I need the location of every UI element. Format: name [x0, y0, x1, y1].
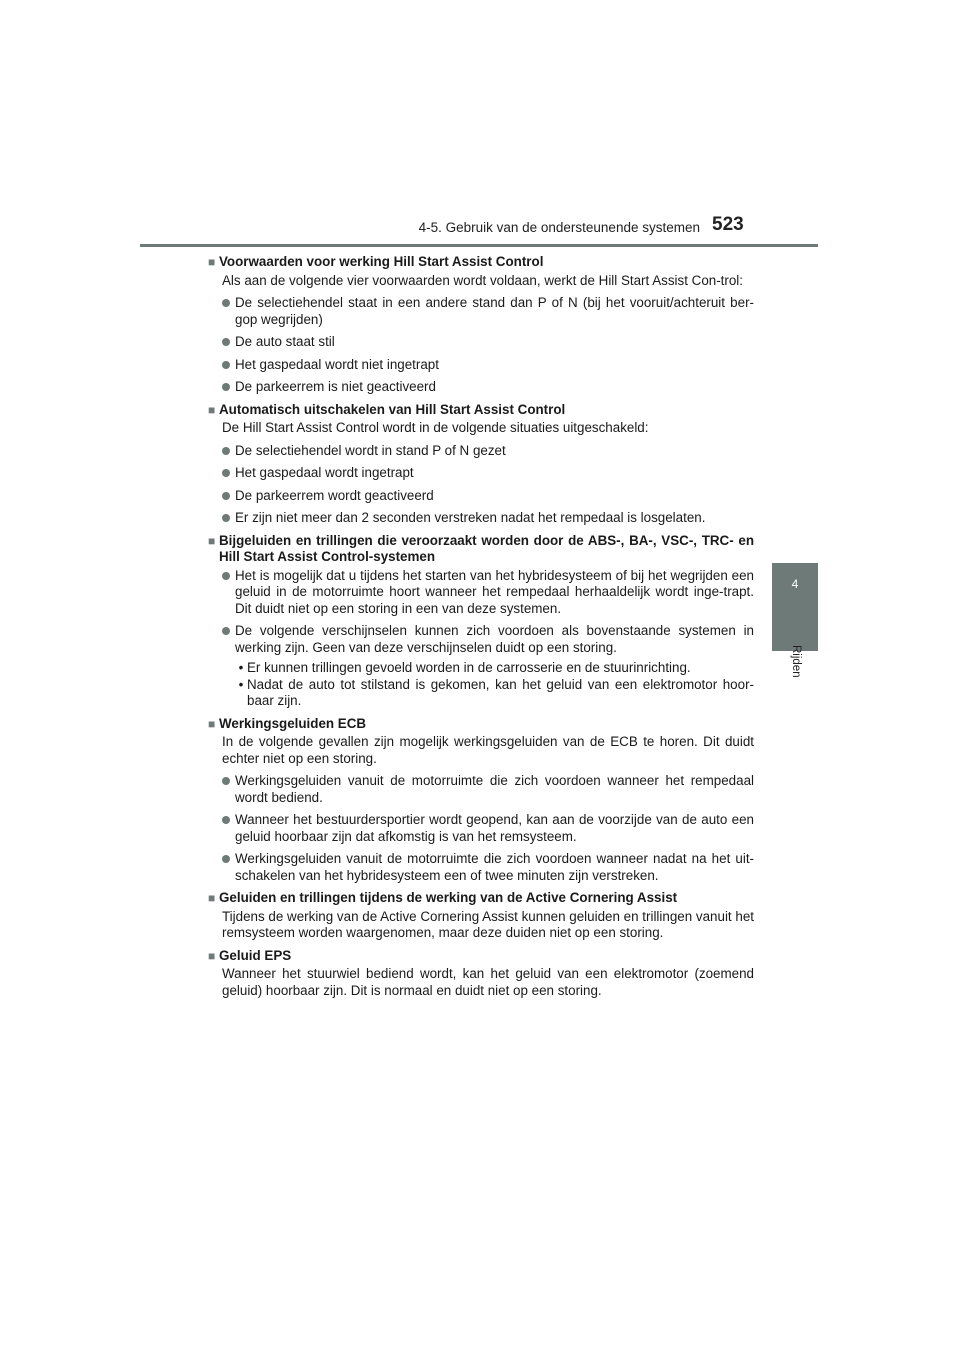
square-bullet-icon: ■ [208, 948, 216, 963]
section [208, 948, 754, 1000]
sub-list-item: • Nadat de auto tot stilstand is gekomen, kan het geluid van een elektromotor hoor-baar zijn. [235, 677, 754, 710]
list-item: De volgende verschijnselen kunnen zich voordoen als bovenstaande systemen in werking zijn. Geen van deze verschijnselen duidt op een storing. [222, 623, 754, 656]
small-bullet-icon: • [238, 660, 244, 675]
list-item: Het gaspedaal wordt ingetrapt [222, 465, 754, 482]
list-item: De selectiehendel wordt in stand P of N gezet [222, 443, 754, 460]
running-header: 4-5. Gebruik van de ondersteunende systemen [418, 220, 700, 235]
section [208, 890, 754, 942]
square-bullet-icon: ■ [208, 402, 216, 417]
section-intro: In de volgende gevallen zijn mogelijk werkingsgeluiden van de ECB te horen. Dit duidt echter niet op een storing. [222, 734, 754, 766]
list-item: Wanneer het bestuurdersportier wordt geopend, kan aan de voorzijde van de auto een geluid hoorbaar zijn dat afkomstig is van het remsysteem. [222, 812, 754, 845]
sub-list-item: • Er kunnen trillingen gevoeld worden in de carrosserie en de stuurinrichting. [235, 660, 754, 677]
dot-bullet-icon [222, 299, 230, 307]
chapter-number: 4 [791, 577, 799, 591]
dot-bullet-icon [222, 361, 230, 369]
square-bullet-icon: ■ [208, 716, 216, 731]
square-bullet-icon: ■ [208, 891, 216, 905]
section [208, 716, 754, 885]
section-heading: ■ Werkingsgeluiden ECB [208, 715, 367, 731]
chapter-label: Rijden [790, 644, 802, 678]
square-bullet-icon: ■ [208, 533, 216, 548]
page-number: 523 [712, 214, 744, 235]
dot-bullet-icon [222, 492, 230, 500]
dot-bullet-icon [222, 572, 230, 580]
header-rule [140, 244, 818, 247]
section [208, 254, 754, 396]
section-intro: Tijdens de werking van de Active Cornering Assist kunnen geluiden en trillingen vanuit het remsysteem worden waargenomen, maar deze duiden niet op een storing. [222, 908, 754, 940]
list-item: Werkingsgeluiden vanuit de motorruimte die zich voordoen wanneer het rempedaal wordt bediend. [222, 773, 754, 806]
list-item: De auto staat stil [222, 334, 754, 351]
dot-bullet-icon [222, 447, 230, 455]
square-bullet-icon: ■ [208, 255, 216, 269]
list-item: Het is mogelijk dat u tijdens het starten van het hybridesysteem of bij het wegrijden een geluid in de motorruimte hoort wanneer het rempedaal herhaaldelijk wordt inge-trapt. Dit duidt niet op een storing in een van deze systemen. [222, 568, 754, 618]
list-item: Werkingsgeluiden vanuit de motorruimte die zich voordoen wanneer nadat na het uit-schakelen van het hybridesysteem een of twee minuten zijn verstreken. [222, 851, 754, 884]
section-heading: ■ Bijgeluiden en trillingen die veroorzaakt worden door de ABS-, BA-, VSC-, TRC- en Hill Start Assist Control-systemen [208, 532, 754, 564]
list-item: De parkeerrem is niet geactiveerd [222, 379, 754, 396]
list-item: De selectiehendel staat in een andere stand dan P of N (bij het vooruit/achteruit ber-gop wegrijden) [222, 295, 754, 328]
small-bullet-icon: • [238, 676, 244, 692]
page-content [208, 254, 754, 1005]
section-heading: ■ Geluid EPS [208, 947, 292, 963]
dot-bullet-icon [222, 383, 230, 391]
dot-bullet-icon [222, 627, 230, 635]
dot-bullet-icon [222, 514, 230, 522]
section-intro: Wanneer het stuurwiel bediend wordt, kan het geluid van een elektromotor (zoemend geluid) hoorbaar zijn. Dit is normaal en duidt niet op een storing. [222, 966, 754, 998]
list-item: Er zijn niet meer dan 2 seconden verstreken nadat het rempedaal is losgelaten. [222, 510, 754, 527]
section [208, 402, 754, 527]
dot-bullet-icon [222, 777, 230, 785]
section-heading: ■ Geluiden en trillingen tijdens de werking van de Active Cornering Assist [208, 890, 678, 905]
sub-list [208, 660, 754, 710]
section-heading: ■ Automatisch uitschakelen van Hill Start Assist Control [208, 401, 566, 417]
dot-bullet-icon [222, 855, 230, 863]
list-item: De parkeerrem wordt geactiveerd [222, 488, 754, 505]
dot-bullet-icon [222, 469, 230, 477]
section-intro: Als aan de volgende vier voorwaarden wordt voldaan, werkt de Hill Start Assist Con-trol: [222, 272, 743, 288]
dot-bullet-icon [222, 338, 230, 346]
section-intro: De Hill Start Assist Control wordt in de volgende situaties uitgeschakeld: [222, 420, 649, 435]
list-item: Het gaspedaal wordt niet ingetrapt [222, 357, 754, 374]
section [208, 533, 754, 710]
dot-bullet-icon [222, 816, 230, 824]
section-heading: ■ Voorwaarden voor werking Hill Start Assist Control [208, 254, 544, 269]
